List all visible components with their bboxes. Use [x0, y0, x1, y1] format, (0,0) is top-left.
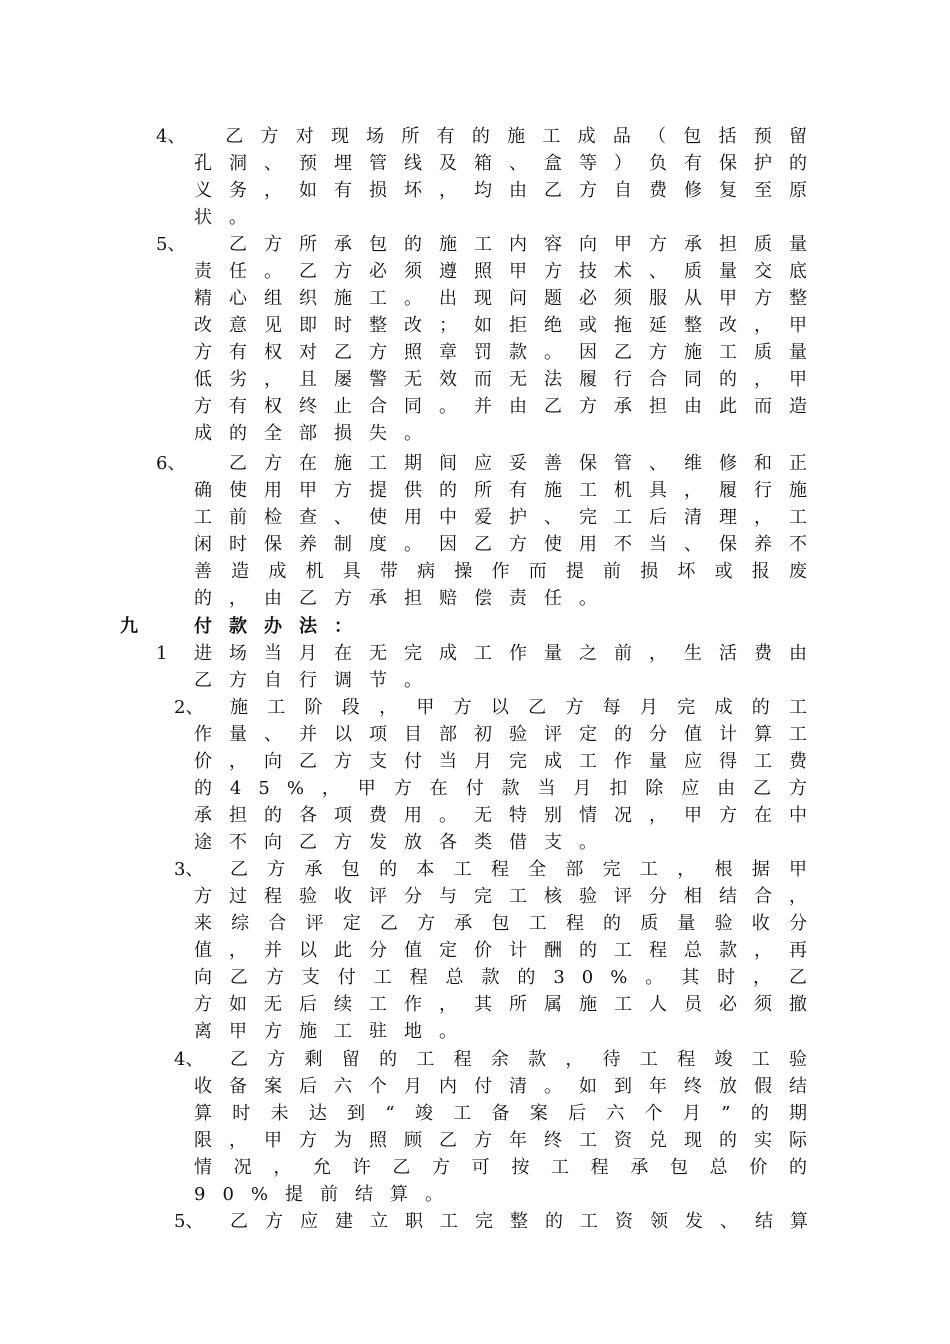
payment-item-text: 施工阶段，甲方以乙方每月完成的工作量、并以项目部初验评定的分值计算工价，向乙方支付当月完成工作量应得工费的45%，甲方在付款当月扣除应由乙方承担的各项费用。无特别情况，甲方在中途不向乙方发放各类借支。 — [194, 697, 824, 853]
clause-text: 乙方所承包的施工内容向甲方承担质量责任。乙方必须遵照甲方技术、质量交底精心组织施工。出现问题必须服从甲方整改意见即时整改；如拒绝或拖延整改，甲方有权对乙方照章罚款。因乙方施工质量低劣，且屡警无效而无法履行合同的，甲方有权终止合同。并由乙方承担由此而造成的全部损失。 — [194, 234, 824, 444]
payment-item-2 — [0, 694, 950, 856]
payment-item-number: 4、 — [174, 1049, 204, 1070]
clause-number: 4、 — [156, 126, 186, 147]
clause-6 — [0, 450, 950, 612]
payment-item-4 — [0, 1046, 950, 1205]
payment-item-number: 5、 — [174, 1211, 204, 1232]
clause-number: 5、 — [156, 234, 186, 255]
payment-item-text: 乙方剩留的工程余款，待工程竣工验收备案后六个月内付清。如到年终放假结算时未达到“竣工备案后六个月”的期限，甲方为照顾乙方年终工资兑现的实际情况，允许乙方可按工程承包总价的90%提前结算。 — [194, 1049, 824, 1205]
clause-text: 乙方在施工期间应妥善保管、维修和正确使用甲方提供的所有施工机具，履行施工前检查、使用中爱护、完工后清理，工闲时保养制度。因乙方使用不当、保养不善造成机具带病操作而提前损坏或报废的，由乙方承担赔偿责任。 — [194, 453, 824, 609]
clause-number: 6、 — [156, 453, 186, 474]
payment-item-number: 1 — [156, 643, 168, 664]
payment-item-text: 进场当月在无完成工作量之前，生活费由乙方自行调节。 — [194, 643, 824, 691]
clause-5 — [0, 231, 950, 447]
payment-item-3 — [0, 856, 950, 1045]
payment-item-number: 2、 — [174, 697, 204, 718]
section-heading — [120, 613, 520, 640]
payment-item-1 — [0, 640, 950, 694]
payment-item-text: 乙方应建立职工完整的工资领发、结算 — [230, 1211, 825, 1232]
section-number: 九 — [120, 616, 138, 637]
section-title: 付款办法： — [194, 616, 369, 637]
clause-4 — [0, 123, 950, 231]
clause-text: 乙方对现场所有的施工成品（包括预留孔洞、预埋管线及箱、盒等）负有保护的义务，如有损坏，均由乙方自费修复至原状。 — [190, 126, 824, 228]
payment-item-number: 3、 — [174, 859, 204, 880]
payment-item-text: 乙方承包的本工程全部完工，根据甲方过程验收评分与完工核验评分相结合，来综合评定乙方承包工程的质量验收分值，并以此分值定价计酬的工程总款，再向乙方支付工程总款的30%。其时，乙方如无后续工作，其所属施工人员必须撤离甲方施工驻地。 — [194, 859, 824, 1042]
payment-item-5 — [0, 1208, 950, 1235]
